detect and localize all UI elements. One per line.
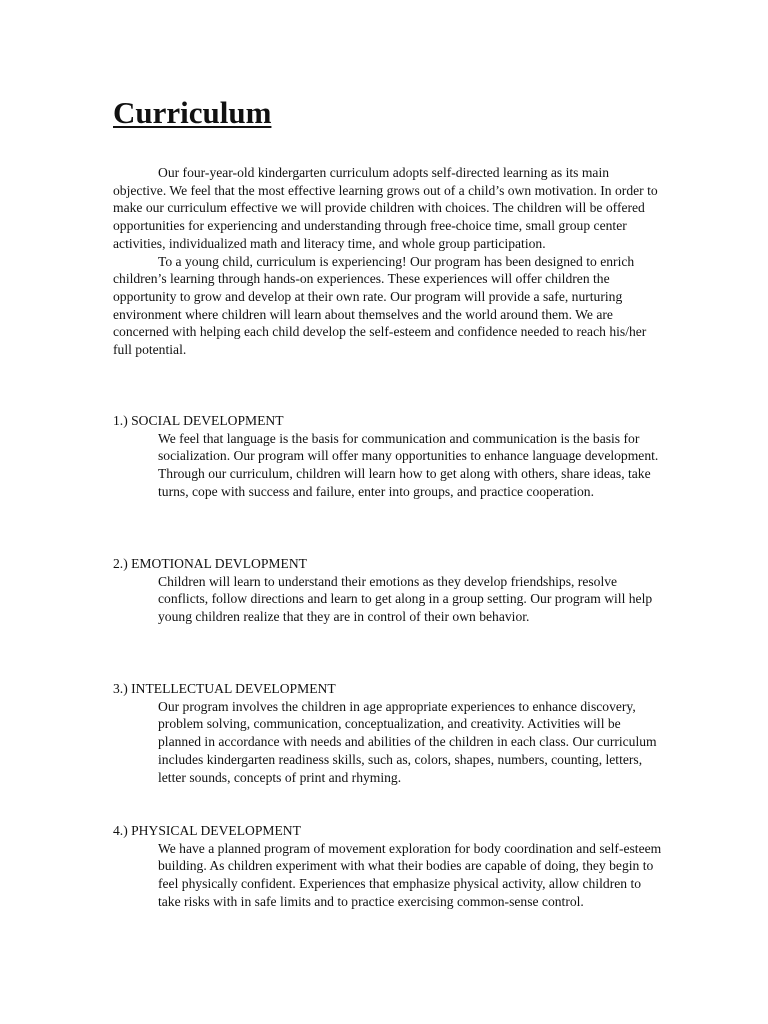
section-heading: 3.) INTELLECTUAL DEVELOPMENT <box>113 681 336 696</box>
page-title: Curriculum <box>113 95 272 130</box>
intro-paragraph: To a young child, curriculum is experiencing! Our program has been designed to enrich children’s learning through hands-on experiences. These experiences will offer children the opportunity to grow and develop at their own rate. Our program will provide a safe, nurturing environment where children will learn about themselves and the world around them. We are concerned with helping each child develop the self-esteem and confidence needed to reach his/her full potential. <box>113 253 647 358</box>
section-heading: 1.) SOCIAL DEVELOPMENT <box>113 413 284 428</box>
section-heading: 4.) PHYSICAL DEVELOPMENT <box>113 823 301 838</box>
section-social-development <box>113 412 663 501</box>
section-physical-development <box>113 822 663 911</box>
section-intellectual-development <box>113 680 663 786</box>
section-emotional-development <box>113 555 663 626</box>
section-body: We have a planned program of movement exploration for body coordination and self-esteem building. As children experiment with what their bodies are capable of doing, they begin to feel physically confident. Experiences that emphasize physical activity, allow children to take risks with in safe limits and to practice exercising common-sense control. <box>158 840 662 909</box>
section-body: Our program involves the children in age appropriate experiences to enhance discovery, problem solving, communication, conceptualization, and creativity. Activities will be planned in accordance with needs and abilities of the children in each class. Our curriculum includes kindergarten readiness skills, such as, colors, shapes, numbers, counting, letters, letter sounds, concepts of print and rhyming. <box>158 698 657 785</box>
section-body: Children will learn to understand their emotions as they develop friendships, resolve conflicts, follow directions and learn to get along in a group setting. Our program will help young children realize that they are in control of their own behavior. <box>158 573 653 625</box>
section-heading: 2.) EMOTIONAL DEVLOPMENT <box>113 556 307 571</box>
section-body: We feel that language is the basis for communication and communication is the basis for socialization. Our program will offer many opportunities to enhance language development. Through our curriculum, children will learn how to get along with others, share ideas, take turns, cope with success and failure, enter into groups, and practice cooperation. <box>158 430 659 499</box>
intro-section <box>113 164 658 359</box>
intro-paragraph: Our four-year-old kindergarten curriculum adopts self-directed learning as its main objective. We feel that the most effective learning grows out of a child’s own motivation. In order to make our curriculum effective we will provide children with choices. The children will be offered opportunities for experiencing and understanding through free-choice time, small group center activities, individualized math and literacy time, and whole group participation. <box>113 165 658 251</box>
